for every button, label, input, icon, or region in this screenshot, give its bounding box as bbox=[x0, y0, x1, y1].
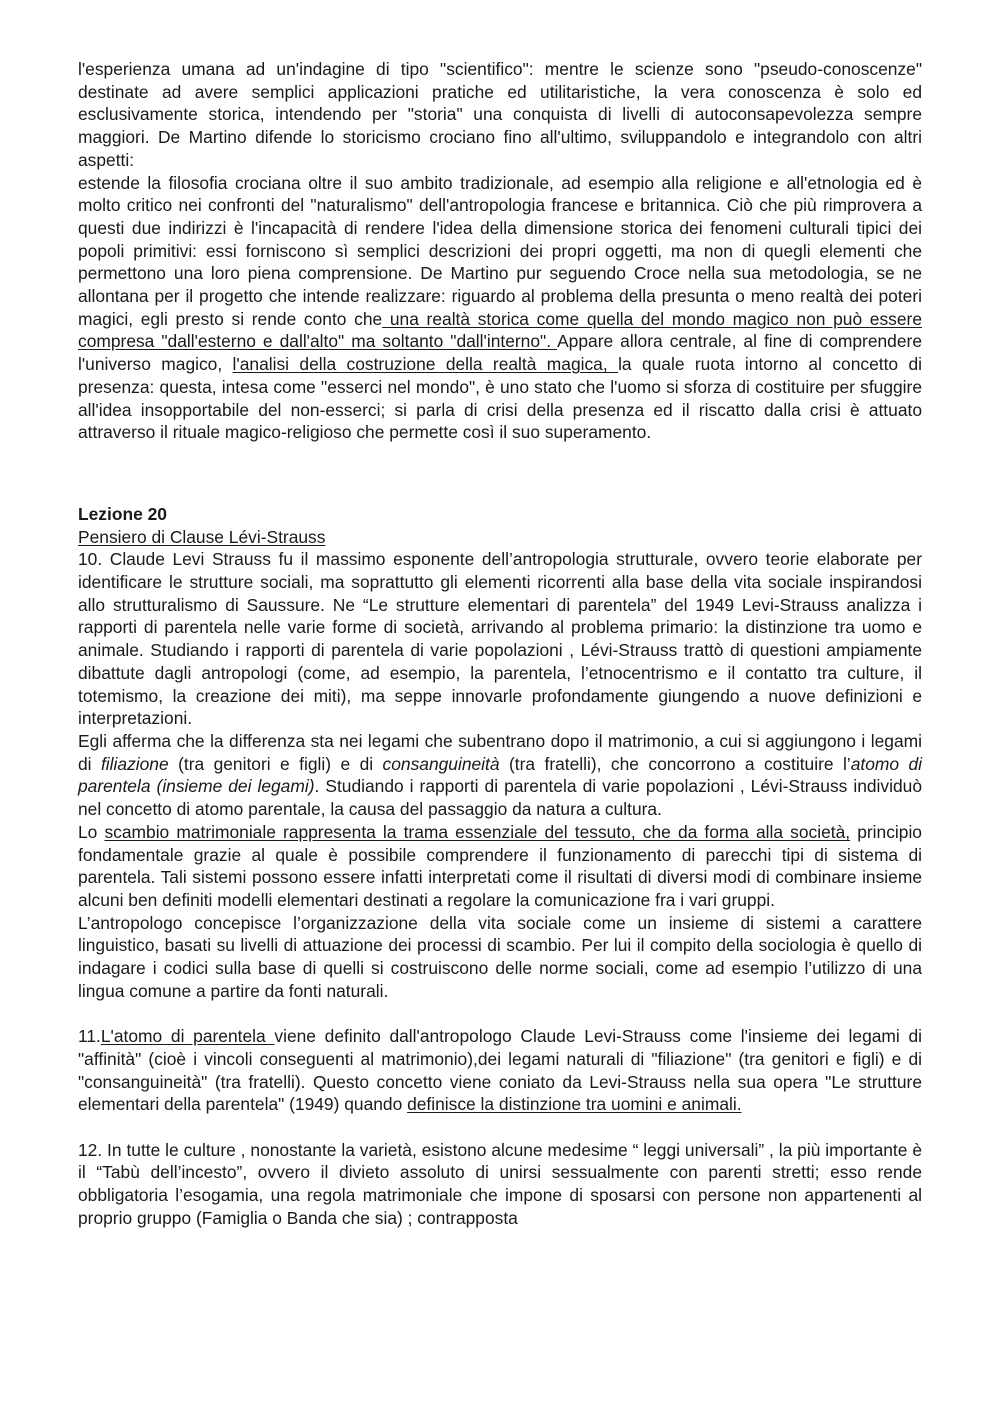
s10-p2-italic-3: atomo di parentela (insieme dei legami) bbox=[78, 753, 922, 797]
s10-p2-text-d: . Studiando i rapporti di parentela di varie popolazioni , Lévi-Strauss individuò nel concetto di atomo parentale, la causa del passaggio da natura a cultura. bbox=[78, 776, 922, 820]
intro-underlined-2: l'analisi della costruzione della realtà magica, bbox=[232, 354, 619, 375]
section-12-paragraph: 12. In tutte le culture , nonostante la varietà, esistono alcune medesime “ leggi universali” , la più importante è il “Tabù dell’incesto”, ovvero il divieto assoluto di unirsi sessualmente con parenti stretti; esso rende obbligatoria l’esogamia, una regola matrimoniale che impone di sposarsi con persone non appartenenti al proprio gruppo (Famiglia o Banda che sia) ; contrapposta bbox=[78, 1139, 922, 1228]
intro-text-a: estende la filosofia crociana oltre il suo ambito tradizionale, ad esempio alla religione e all'etnologia ed è molto critico nei confronti del "naturalismo" dell'antropologia francese e britannica. Ciò che più rimprovera a questi due indirizzi è l'incapacità di rendere l'idea della dimensione storica dei fenomeni culturali tipici dei popoli primitivi: essi forniscono sì semplici descrizioni dei propri oggetti, ma non di quegli elementi che permettono una loro piena comprensione. De Martino pur seguendo Croce nella sua metodologia, se ne allontana per il progetto che intende realizzare: riguardo al problema della presunta o meno realtà dei poteri magici, egli presto si rende conto che bbox=[78, 172, 922, 329]
s11-text: viene definito dall'antropologo Claude Levi-Strauss come l'insieme dei legami di "affinità" (cioè i vincoli conseguenti al matrimonio),dei legami naturali di "filiazione" (tra genitori e figli) e di "consanguineità" (tra fratelli). Questo concetto viene coniato da Levi-Strauss nella sua opera "Le strutture elementari della parentela" (1949) quando bbox=[78, 1026, 922, 1115]
s10-p3-text-b: principio fondamentale grazie al quale è possibile comprendere il funzionamento di parecchi tipi di sistema di parentela. Tali sistemi possono essere infatti interpretati come il risultati di diversi modi di combinare insieme alcuni ben definiti modelli elementari destinati a regolare la comunicazione fra i vari gruppi. bbox=[78, 821, 922, 910]
section-10-paragraph-2 bbox=[78, 730, 922, 821]
s11-underlined-1: L'atomo di parentela bbox=[100, 1026, 275, 1047]
lesson-title: Lezione 20 bbox=[78, 503, 167, 524]
s10-p2-text-b: (tra genitori e figli) e di bbox=[168, 753, 383, 774]
document-page bbox=[78, 58, 922, 1229]
section-spacer bbox=[78, 444, 922, 503]
s10-p2-text-c: (tra fratelli), che concorrono a costituire l’ bbox=[499, 753, 851, 774]
paragraph-spacer bbox=[78, 1116, 922, 1139]
section-10-paragraph-3 bbox=[78, 821, 922, 912]
paragraph-spacer bbox=[78, 1002, 922, 1025]
intro-underlined-1: una realtà storica come quella del mondo magico non può essere compresa "dall'esterno e dall'alto" ma soltanto "dall'interno". bbox=[78, 308, 922, 352]
section-10-paragraph-4: L’antropologo concepisce l’organizzazione della vita sociale come un insieme di sistemi a carattere linguistico, basati su livelli di attuazione dei processi di scambio. Per lui il compito della sociologia è quello di indagare i codici sulla base di quelli si costruiscono delle norme sociali, come ad esempio l’utilizzo di una lingua comune a partire da fonti naturali. bbox=[78, 912, 922, 1001]
s11-number: 11. bbox=[78, 1026, 101, 1047]
intro-text-b: Appare allora centrale, al fine di comprendere l'universo magico, bbox=[78, 331, 922, 375]
section-11-paragraph bbox=[78, 1025, 922, 1116]
lesson-subtitle: Pensiero di Clause Lévi-Strauss bbox=[78, 526, 326, 547]
s10-p2-italic-2: consanguineità bbox=[382, 753, 500, 774]
section-10-paragraph-1: 10. Claude Levi Strauss fu il massimo esponente dell’antropologia strutturale, ovvero teorie elaborate per identificare le strutture sociali, ma soprattutto gli elementi ricorrenti alla base della vita sociale inspirandosi allo strutturalismo di Saussure. Ne “Le strutture elementari di parentela” del 1949 Levi-Strauss analizza i rapporti di parentela nelle varie forme di società, arrivando al problema primario: la distinzione tra uomo e animale. Studiando i rapporti di parentela di varie popolazioni , Lévi-Strauss trattò di questioni ampiamente dibattute dagli antropologi (come, ad esempio, la parentela, l’etnocentrismo e il contatto tra culture, il totemismo, la creazione dei miti), ma seppe innovarle profondamente giungendo a nuove definizioni e interpretazioni. bbox=[78, 549, 922, 729]
s10-p3-underlined: scambio matrimoniale rappresenta la trama essenziale del tessuto, che da forma alla società, bbox=[104, 821, 851, 842]
s10-p3-text-a: Lo bbox=[78, 821, 105, 842]
s10-p2-text-a: Egli afferma che la differenza sta nei legami che subentrano dopo il matrimonio, a cui si aggiungono i legami di bbox=[78, 730, 922, 774]
intro-paragraph-1: l'esperienza umana ad un'indagine di tipo "scientifico": mentre le scienze sono "pseudo-conoscenze" destinate ad avere semplici applicazioni pratiche ed utilitaristiche, la vera conoscenza è solo ed esclusivamente storica, intendendo per "storia" una conquista di livelli di autoconsapevolezza sempre maggiori. De Martino difende lo storicismo crociano fino all'ultimo, sviluppandolo e integrandolo con altri aspetti: bbox=[78, 59, 922, 170]
intro-paragraph-2 bbox=[78, 172, 922, 444]
s11-underlined-2: definisce la distinzione tra uomini e animali. bbox=[407, 1094, 742, 1115]
s10-p2-italic-1: filiazione bbox=[100, 753, 169, 774]
intro-text-c: la quale ruota intorno al concetto di presenza: questa, intesa come "esserci nel mondo", è uno stato che l'uomo si sforza di costituire per sfuggire all'idea insopportabile del non-esserci; si parla di crisi della presenza ed il riscatto dalla crisi è attuato attraverso il rituale magico-religioso che permette così il suo superamento. bbox=[78, 354, 922, 443]
